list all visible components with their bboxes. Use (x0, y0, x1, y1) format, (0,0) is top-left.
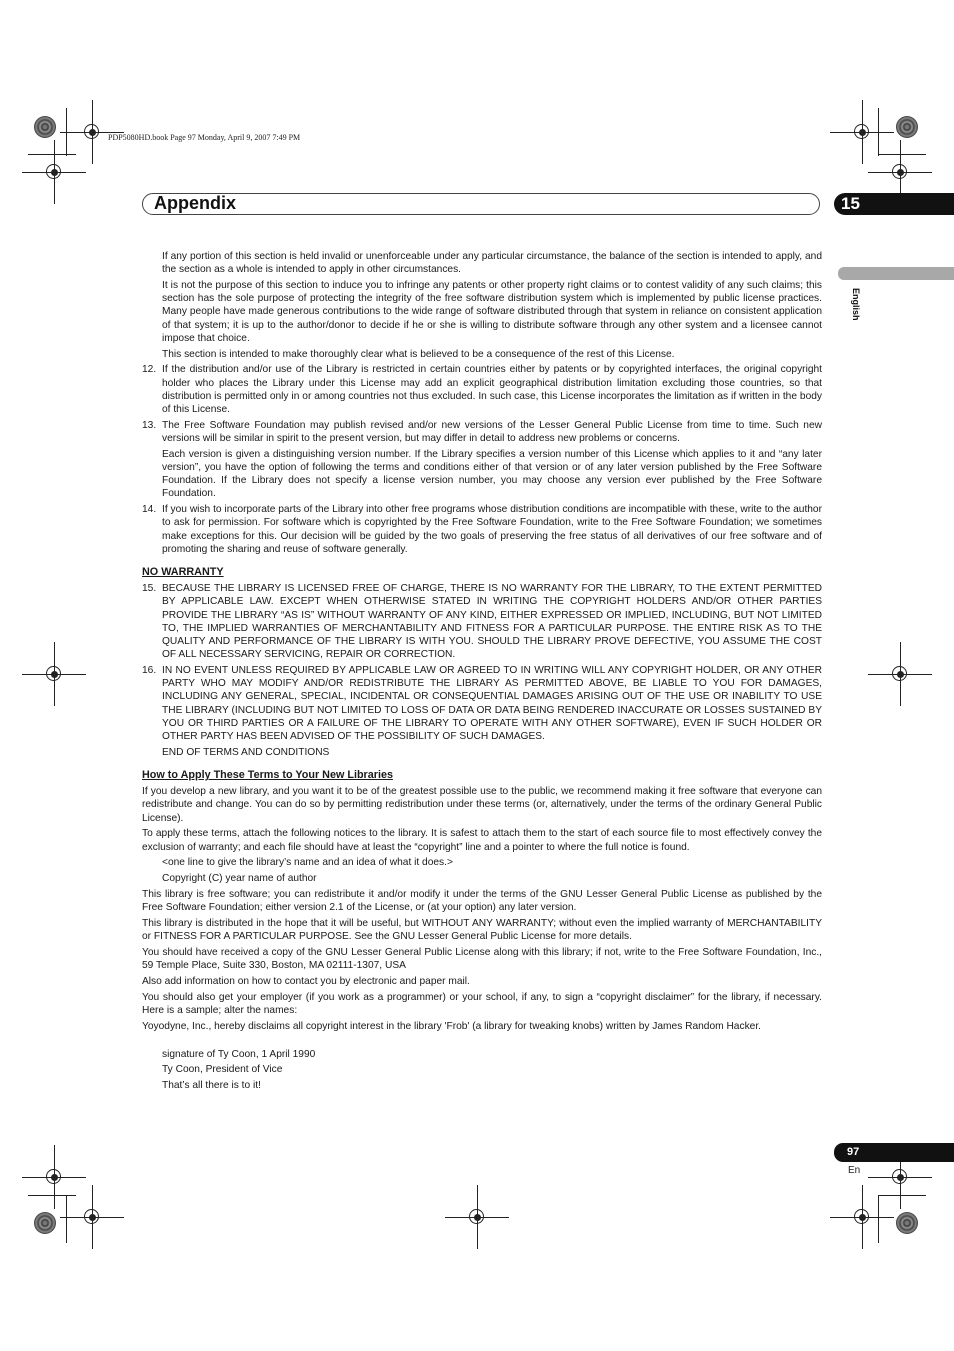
paragraph: You should also get your employer (if you work as a programmer) or your school, if any, to sign a “copyright disclaimer” for the library, if necessary. Here is a sample; alter the names: (142, 991, 822, 1017)
paragraph: END OF TERMS AND CONDITIONS (162, 746, 330, 758)
paragraph: Each version is given a distinguishing version number. If the Library specifies a version number of this License which applies to it and “any later version”, you have the option of following the terms and conditions either of that version or of any later version published by the Free Software Foundation. If the Library does not specify a license version number, you may choose any version ever published by the Free Software Foundation. (162, 448, 822, 500)
registration-disc (34, 1212, 56, 1234)
list-item (142, 582, 822, 661)
file-header-info: PDP5080HD.book Page 97 Monday, April 9, 2007 7:49 PM (108, 133, 301, 142)
section-title: Appendix (154, 193, 237, 213)
list-number: 13. (142, 419, 157, 431)
section-header-bar (142, 193, 820, 215)
paragraph: BECAUSE THE LIBRARY IS LICENSED FREE OF CHARGE, THERE IS NO WARRANTY FOR THE LIBRARY, TO THE EXTENT PERMITTED BY APPLICABLE LAW. EXCEPT WHEN OTHERWISE STATED IN WRITING THE COPYRIGHT HOLDERS AND/OR OTHER PARTIES PROVIDE THE LIBRARY “AS IS” WITHOUT WARRANTY OF ANY KIND, EITHER EXPRESSED OR IMPLIED, INCLUDING, BUT NOT LIMITED TO, THE IMPLIED WARRANTIES OF MERCHANTABILITY AND FITNESS FOR A PARTICULAR PURPOSE. THE ENTIRE RISK AS TO THE QUALITY AND PERFORMANCE OF THE LIBRARY IS WITH YOU. SHOULD THE LIBRARY PROVE DEFECTIVE, YOU ASSUME THE COST OF ALL NECESSARY SERVICING, REPAIR OR CORRECTION. (162, 583, 822, 661)
spacer (142, 1036, 822, 1048)
chapter-number: 15 (841, 194, 860, 213)
paragraph: You should have received a copy of the GNU Lesser General Public License along with this library; if not, write to the Free Software Foundation, Inc., 59 Temple Place, Suite 330, Boston, MA 02111-1307, USA (142, 947, 822, 972)
crop-line (878, 1195, 926, 1196)
paragraph: <one line to give the library’s name and an idea of what it does.> (162, 857, 453, 869)
list-number: 14. (142, 504, 157, 516)
list-number: 12. (142, 364, 157, 376)
page-body (142, 250, 822, 1095)
crop-line (66, 108, 67, 156)
paragraph: Copyright (C) year name of author (162, 873, 317, 885)
crop-line (28, 1195, 76, 1196)
crop-line (878, 108, 879, 156)
crop-line (66, 1195, 67, 1243)
paragraph: signature of Ty Coon, 1 April 1990 (162, 1048, 316, 1060)
paragraph: If you develop a new library, and you want it to be of the greatest possible use to the public, we recommend making it free software that everyone can redistribute and change. You can do so by permitting redistribution under these terms (or, alternatively, under the terms of the ordinary General Public License). (142, 786, 822, 824)
list-number: 15. (142, 583, 157, 595)
list-number: 16. (142, 665, 157, 677)
paragraph: This library is distributed in the hope that it will be useful, but WITHOUT ANY WARRANTY; without even the implied warranty of MERCHANTABILITY or FITNESS FOR A PARTICULAR PURPOSE. See the GNU Lesser General Public License for more details. (142, 918, 822, 943)
paragraph: It is not the purpose of this section to induce you to infringe any patents or other property right claims or to contest validity of any such claims; this section has the sole purpose of protecting the integrity of the free software distribution system which is implemented by public license practices. Many people have made generous contributions to the wide range of software distributed through that system in reliance on consistent application of that system; it is up to the author/donor to decide if he or she is willing to distribute software through any other system and a licensee cannot impose that choice. (162, 280, 822, 344)
list-item (142, 664, 822, 743)
chapter-number-badge (834, 193, 954, 215)
registration-disc (896, 116, 918, 138)
registration-disc (34, 116, 56, 138)
page-number-badge (834, 1143, 954, 1162)
list-item (142, 363, 822, 416)
paragraph: Also add information on how to contact you by electronic and paper mail. (142, 976, 470, 988)
language-label: English (851, 288, 861, 321)
paragraph: Ty Coon, President of Vice (162, 1064, 283, 1076)
language-tab (838, 267, 954, 280)
registration-disc (896, 1212, 918, 1234)
paragraph: This section is intended to make thoroughly clear what is believed to be a consequence of the rest of this License. (162, 348, 675, 360)
crop-line (878, 1195, 879, 1243)
page-language: En (848, 1165, 861, 1176)
paragraph: To apply these terms, attach the following notices to the library. It is safest to attach them to the start of each source file to most effectively convey the exclusion of warranty; and each file should have at least the “copyright” line and a pointer to where the full notice is found. (142, 828, 822, 853)
paragraph: If the distribution and/or use of the Library is restricted in certain countries either by patents or by copyrighted interfaces, the original copyright holder who places the Library under this License may add an explicit geographical distribution limitation excluding those countries, so that distribution is permitted only in or among countries not thus excluded. In such case, this License incorporates the limitation as if written in the body of this License. (162, 364, 822, 416)
paragraph: That’s all there is to it! (162, 1080, 261, 1092)
section-heading: How to Apply These Terms to Your New Libraries (142, 769, 393, 782)
paragraph: If you wish to incorporate parts of the Library into other free programs whose distribution conditions are incompatible with these, write to the author to ask for permission. For software which is copyrighted by the Free Software Foundation, write to the Free Software Foundation; we sometimes make exceptions for this. Our decision will be guided by the two goals of preserving the free status of all derivatives of our free software and of promoting the sharing and reuse of software generally. (162, 504, 822, 555)
paragraph: This library is free software; you can redistribute it and/or modify it under the terms of the GNU Lesser General Public License as published by the Free Software Foundation; either version 2.1 of the License, or (at your option) any later version. (142, 889, 822, 914)
paragraph: If any portion of this section is held invalid or unenforceable under any particular circumstance, the balance of the section is intended to apply, and the section as a whole is intended to apply in other circumstances. (162, 251, 822, 276)
page-number: 97 (847, 1146, 860, 1158)
list-item (142, 419, 822, 445)
list-item (142, 503, 822, 556)
paragraph: IN NO EVENT UNLESS REQUIRED BY APPLICABLE LAW OR AGREED TO IN WRITING WILL ANY COPYRIGHT HOLDER, OR ANY OTHER PARTY WHO MAY MODIFY AND/OR REDISTRIBUTE THE LIBRARY AS PERMITTED ABOVE, BE LIABLE TO YOU FOR DAMAGES, INCLUDING ANY GENERAL, SPECIAL, INCIDENTAL OR CONSEQUENTIAL DAMAGES ARISING OUT OF THE USE OR INABILITY TO USE THE LIBRARY (INCLUDING BUT NOT LIMITED TO LOSS OF DATA OR DATA BEING RENDERED INACCURATE OR LOSSES SUSTAINED BY YOU OR THIRD PARTIES OR A FAILURE OF THE LIBRARY TO OPERATE WITH ANY OTHER SOFTWARE), EVEN IF SUCH HOLDER OR OTHER PARTY HAS BEEN ADVISED OF THE POSSIBILITY OF SUCH DAMAGES. (162, 665, 822, 743)
crop-line (28, 154, 76, 155)
paragraph: Yoyodyne, Inc., hereby disclaims all copyright interest in the library 'Frob' (a library for tweaking knobs) written by James Random Hacker. (142, 1020, 761, 1032)
crop-line (878, 154, 926, 155)
paragraph: The Free Software Foundation may publish revised and/or new versions of the Lesser General Public License from time to time. Such new versions will be similar in spirit to the present version, but may differ in detail to address new problems or concerns. (162, 419, 822, 445)
section-heading: NO WARRANTY (142, 566, 224, 579)
